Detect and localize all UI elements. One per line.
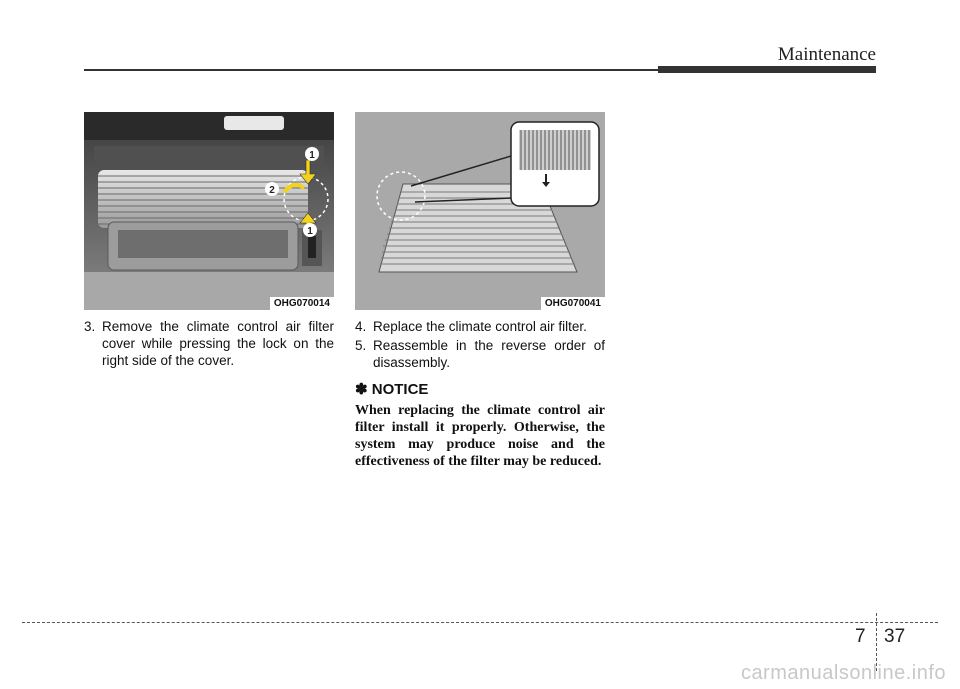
instructions-right	[355, 318, 605, 371]
step-5	[355, 337, 605, 371]
figure-code-left: OHG070014	[270, 297, 334, 310]
callout-1-bottom: 1	[307, 226, 313, 237]
air-filter-illustration	[355, 112, 605, 310]
callout-1-top: 1	[309, 150, 315, 161]
notice-title: NOTICE	[371, 381, 429, 398]
footer-rule	[22, 622, 938, 623]
instructions-left	[84, 318, 334, 369]
chapter-number: 7	[855, 626, 866, 647]
filter-cover-illustration	[84, 112, 334, 310]
header-rule-accent	[658, 66, 876, 73]
step-text: Remove the climate control air filter cover while pressing the lock on the right side of the cover.	[102, 319, 334, 368]
step-text: Reassemble in the reverse order of disassembly.	[373, 338, 605, 370]
figure-air-filter	[355, 112, 605, 310]
step-text: Replace the climate control air filter.	[373, 319, 587, 334]
step-number: 5.	[355, 338, 367, 353]
notice-body: When replacing the climate control air filter install it properly. Otherwise, the system may produce noise and the effectiveness of the filter may be reduced.	[355, 403, 605, 469]
step-number: 4.	[355, 319, 367, 334]
figure-filter-cover	[84, 112, 334, 310]
notice-symbol-icon: ✽	[355, 381, 368, 398]
page-number: 37	[884, 626, 906, 647]
notice-block	[355, 380, 605, 470]
callout-2: 2	[269, 185, 275, 196]
figure-code-right: OHG070041	[541, 297, 605, 310]
notice-heading	[355, 380, 605, 398]
step-number: 3.	[84, 319, 96, 334]
watermark: carmanualsonline.info	[740, 662, 946, 684]
header-rule	[84, 69, 660, 71]
step-3	[84, 318, 334, 369]
section-title: Maintenance	[777, 44, 876, 65]
step-4	[355, 318, 605, 335]
